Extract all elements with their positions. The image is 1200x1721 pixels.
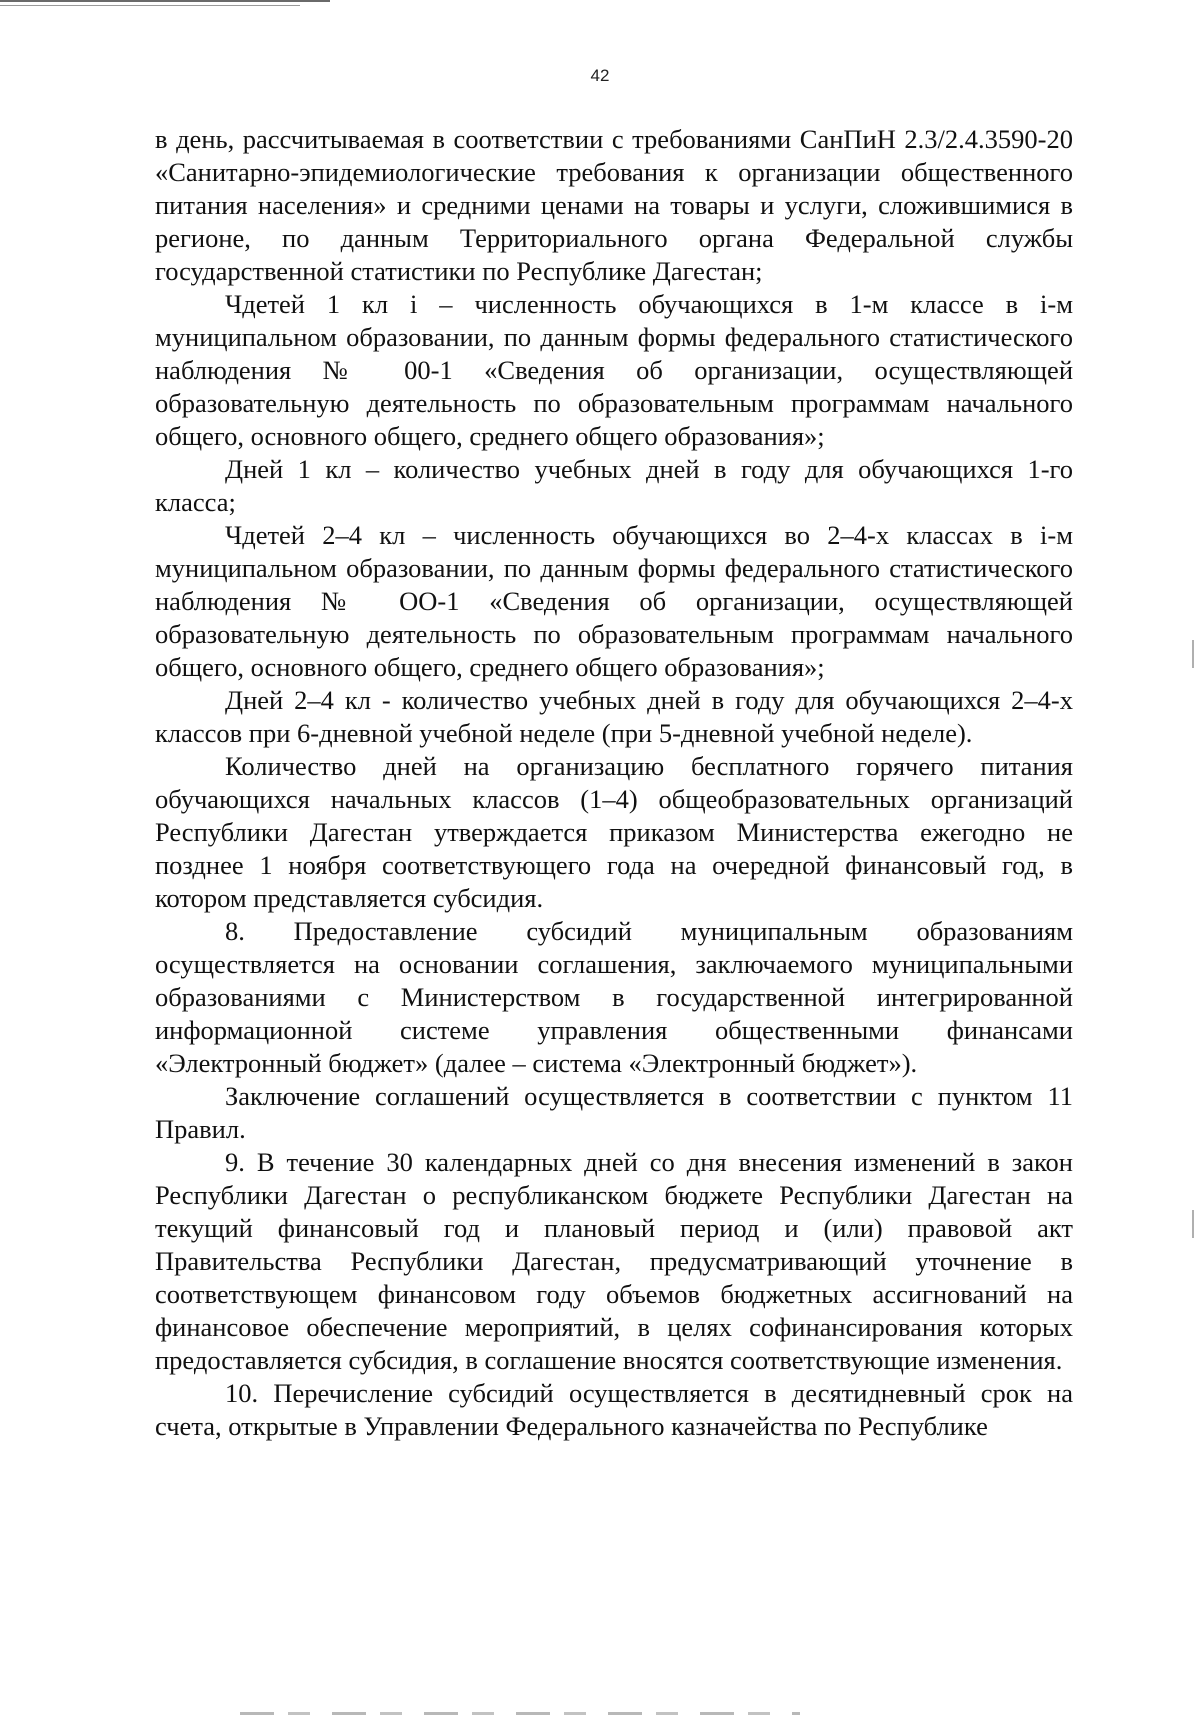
paragraph-students-grades-2-4: Чдетей 2–4 кл – численность обучающихся во 2–4-х классах в i-м муниципальном образовании, по данным формы федерального статистического наблюдения № ОО-1 «Сведения об организации, осуществляющей образовательную деятельность по образовательным программам начального общего, основного общего, среднего общего образования»; (155, 520, 1073, 682)
paragraph-days-grades-2-4: Дней 2–4 кл - количество учебных дней в году для обучающихся 2–4-х классов при 6-дневной учебной неделе (при 5-дневной учебной неделе). (155, 685, 1073, 748)
scan-margin-mark (1192, 640, 1194, 668)
scan-edge-line-secondary (0, 5, 300, 6)
paragraph-clause-9: 9. В течение 30 календарных дней со дня внесения изменений в закон Республики Дагестан о республиканском бюджете Республики Дагестан на текущий финансовый год и плановый период и (или) правовой акт Правительства Республики Дагестан, предусматривающий уточнение в соответствующем финансовом году объемов бюджетных ассигнований на финансовое обеспечение мероприятий, в целях софинансирования которых предоставляется субсидия, в соглашение вносятся соответствующие изменения. (155, 1147, 1073, 1375)
paragraph-clause-8: 8. Предоставление субсидий муниципальным образованиям осуществляется на основании соглашения, заключаемого муниципальными образованиями с Министерством в государственной интегрированной информационной системе управления общественными финансами «Электронный бюджет» (далее – система «Электронный бюджет»). (155, 916, 1073, 1078)
scan-edge-line (0, 0, 330, 2)
page-number: 42 (590, 66, 610, 85)
paragraph-students-grade-1: Чдетей 1 кл i – численность обучающихся в 1-м классе в i-м муниципальном образовании, по данным формы федерального статистического наблюдения № 00-1 «Сведения об организации, осуществляющей образовательную деятельность по образовательным программам начального общего, основного общего, среднего общего образования»; (155, 289, 1073, 451)
paragraph-agreements: Заключение соглашений осуществляется в соответствии с пунктом 11 Правил. (155, 1081, 1073, 1144)
scan-margin-mark (1192, 1210, 1194, 1238)
document-body (155, 123, 1073, 1443)
paragraph-days-grade-1: Дней 1 кл – количество учебных дней в году для обучающихся 1-го класса; (155, 454, 1073, 517)
paragraph-continuation: в день, рассчитываемая в соответствии с требованиями СанПиН 2.3/2.4.3590-20 «Санитарно-эпидемиологические требования к организации общественного питания населения» и средними ценами на товары и услуги, сложившимися в регионе, по данным Территориального органа Федеральной службы государственной статистики по Республике Дагестан; (155, 124, 1073, 286)
paragraph-days-count: Количество дней на организацию бесплатного горячего питания обучающихся начальных классов (1–4) общеобразовательных организаций Республики Дагестан утверждается приказом Министерства ежегодно не позднее 1 ноября соответствующего года на очередной финансовый год, в котором представляется субсидия. (155, 751, 1073, 913)
paragraph-clause-10: 10. Перечисление субсидий осуществляется в десятидневный срок на счета, открытые в Управлении Федерального казначейства по Республике (155, 1378, 1073, 1441)
scan-bottom-artifact (240, 1712, 800, 1715)
